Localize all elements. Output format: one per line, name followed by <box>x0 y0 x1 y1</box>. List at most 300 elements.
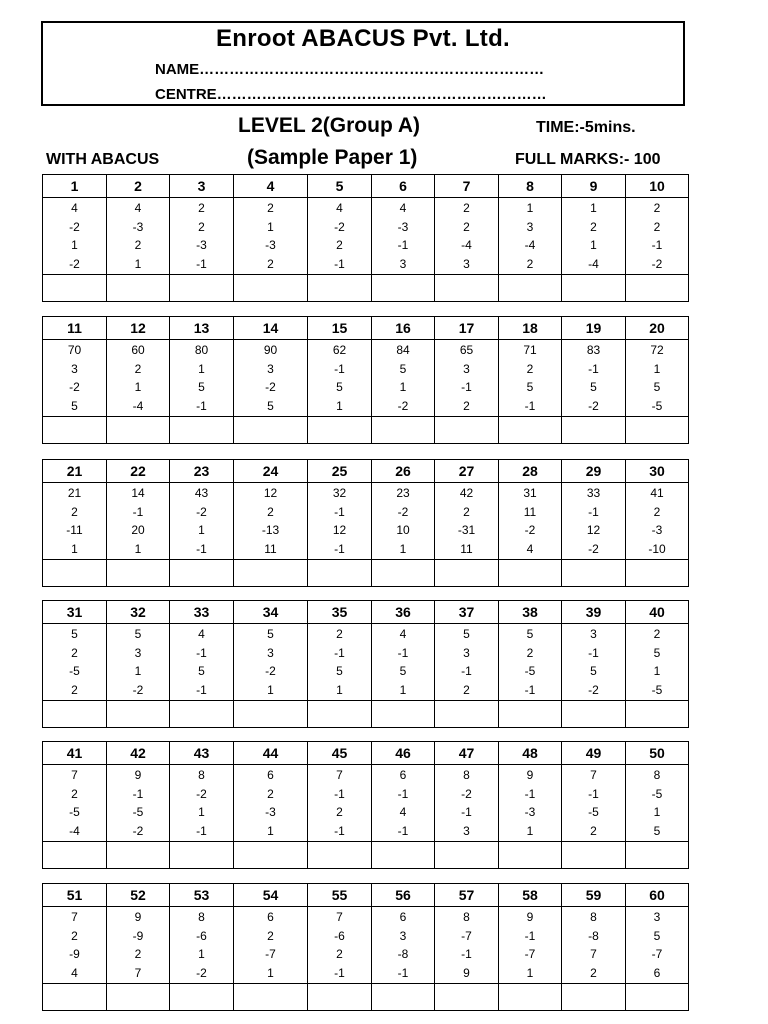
value-entry: 90 <box>263 343 278 357</box>
answer-box[interactable] <box>435 417 499 444</box>
question-number: 4 <box>234 175 308 198</box>
value-entry: 8 <box>590 910 597 924</box>
question-values <box>43 198 107 275</box>
question-values <box>435 907 499 984</box>
question-number: 18 <box>499 317 562 340</box>
answer-box[interactable] <box>170 560 234 587</box>
question-number: 5 <box>308 175 372 198</box>
value-entry: -2 <box>265 664 276 678</box>
question-number: 29 <box>562 460 626 483</box>
value-entry: -1 <box>524 786 536 801</box>
value-entry: -5 <box>651 682 663 697</box>
value-entry: 41 <box>650 486 664 500</box>
value-entry: -1 <box>334 645 345 660</box>
value-entry: 1 <box>399 380 407 394</box>
value-entry: -1 <box>196 682 207 697</box>
question-number: 50 <box>626 742 689 765</box>
value-entry: 6 <box>267 910 274 924</box>
question-number: 45 <box>308 742 372 765</box>
with-abacus-label: WITH ABACUS <box>46 151 160 168</box>
answer-box[interactable] <box>170 842 234 869</box>
answer-box[interactable] <box>308 275 372 302</box>
answer-box[interactable] <box>107 984 170 1011</box>
value-entry: 80 <box>194 343 209 357</box>
value-entry: 2 <box>526 361 534 376</box>
question-number: 48 <box>499 742 562 765</box>
value-entry: 2 <box>198 201 205 215</box>
question-values <box>626 624 689 701</box>
question-values <box>372 624 435 701</box>
value-entry: 5 <box>267 398 274 413</box>
value-entry: -9 <box>69 947 80 961</box>
answer-box[interactable] <box>234 417 308 444</box>
value-entry: 70 <box>67 343 82 357</box>
answer-box[interactable] <box>435 701 499 728</box>
value-entry: -7 <box>265 947 276 961</box>
value-entry: 2 <box>71 928 78 943</box>
answer-box[interactable] <box>626 560 689 587</box>
value-entry: 2 <box>463 201 470 215</box>
question-values <box>499 340 562 417</box>
value-entry: 7 <box>71 910 78 924</box>
value-entry: -2 <box>196 786 207 801</box>
question-number: 51 <box>43 884 107 907</box>
value-entry: 2 <box>336 238 343 252</box>
value-entry: -1 <box>132 786 144 801</box>
question-number: 28 <box>499 460 562 483</box>
value-entry: -13 <box>261 523 280 537</box>
value-entry: 9 <box>134 910 142 924</box>
answer-box[interactable] <box>170 701 234 728</box>
answer-box[interactable] <box>626 275 689 302</box>
value-entry: 6 <box>267 768 274 782</box>
question-values <box>372 340 435 417</box>
value-entry: 1 <box>526 823 534 838</box>
question-values <box>308 198 372 275</box>
answer-box[interactable] <box>372 417 435 444</box>
question-values <box>435 624 499 701</box>
answer-box[interactable] <box>372 842 435 869</box>
value-entry: 5 <box>653 928 661 943</box>
question-number: 46 <box>372 742 435 765</box>
answer-box[interactable] <box>435 560 499 587</box>
answer-box[interactable] <box>43 701 107 728</box>
value-entry: 83 <box>586 343 601 357</box>
question-table <box>42 459 689 587</box>
answer-box[interactable] <box>107 701 170 728</box>
answer-box[interactable] <box>372 984 435 1011</box>
value-entry: 1 <box>526 201 534 215</box>
value-entry: 4 <box>134 201 142 215</box>
value-entry: 7 <box>590 947 597 961</box>
value-entry: 2 <box>267 504 274 519</box>
answer-box[interactable] <box>170 275 234 302</box>
value-entry: -1 <box>334 256 345 271</box>
answer-box[interactable] <box>499 984 562 1011</box>
value-entry: 2 <box>267 928 274 943</box>
answer-box[interactable] <box>372 701 435 728</box>
value-entry: 23 <box>396 486 410 500</box>
question-values <box>107 765 170 842</box>
value-entry: -1 <box>524 682 536 697</box>
value-entry: 5 <box>590 380 597 394</box>
answer-box[interactable] <box>43 560 107 587</box>
value-entry: -5 <box>69 805 80 819</box>
question-number: 24 <box>234 460 308 483</box>
name-field: NAME…………………………………………………………… <box>155 61 545 78</box>
question-values <box>562 483 626 560</box>
question-values <box>499 624 562 701</box>
answer-box[interactable] <box>234 701 308 728</box>
value-entry: -1 <box>588 645 599 660</box>
question-number: 9 <box>562 175 626 198</box>
answer-box[interactable] <box>234 842 308 869</box>
value-entry: 1 <box>134 256 142 271</box>
value-entry: 2 <box>526 256 534 271</box>
answer-box[interactable] <box>43 417 107 444</box>
value-entry: 1 <box>198 361 205 376</box>
value-entry: 8 <box>198 910 205 924</box>
value-entry: -3 <box>397 219 409 234</box>
value-entry: 1 <box>336 398 343 413</box>
question-number: 23 <box>170 460 234 483</box>
answer-box[interactable] <box>308 560 372 587</box>
value-entry: 6 <box>653 965 661 980</box>
value-entry: -1 <box>397 786 409 801</box>
question-values <box>372 483 435 560</box>
value-entry: 2 <box>653 219 661 234</box>
value-entry: 10 <box>396 523 410 537</box>
value-entry: -7 <box>461 928 472 943</box>
answer-box[interactable] <box>435 984 499 1011</box>
question-number: 14 <box>234 317 308 340</box>
value-entry: 2 <box>71 786 78 801</box>
question-number: 27 <box>435 460 499 483</box>
value-entry: 6 <box>399 768 407 782</box>
question-number: 40 <box>626 601 689 624</box>
value-entry: -5 <box>69 664 80 678</box>
value-entry: 3 <box>71 361 78 376</box>
value-entry: 11 <box>264 541 277 556</box>
answer-box[interactable] <box>562 842 626 869</box>
value-entry: -1 <box>461 947 472 961</box>
value-entry: -1 <box>334 823 345 838</box>
value-entry: -2 <box>397 504 409 519</box>
question-values <box>372 907 435 984</box>
question-values <box>43 907 107 984</box>
value-entry: 4 <box>399 201 407 215</box>
question-values <box>107 907 170 984</box>
question-values <box>170 907 234 984</box>
value-entry: -1 <box>397 965 409 980</box>
answer-box[interactable] <box>562 701 626 728</box>
value-entry: 5 <box>526 380 534 394</box>
question-values <box>499 765 562 842</box>
value-entry: 5 <box>653 380 661 394</box>
value-entry: 8 <box>198 768 205 782</box>
value-entry: -2 <box>651 256 663 271</box>
value-entry: 1 <box>653 361 661 376</box>
level-title: LEVEL 2(Group A) <box>238 114 421 137</box>
value-entry: 1 <box>198 523 205 537</box>
value-entry: 3 <box>267 645 274 660</box>
value-entry: 12 <box>586 523 601 537</box>
question-number: 39 <box>562 601 626 624</box>
value-entry: 5 <box>71 398 78 413</box>
question-values <box>562 198 626 275</box>
answer-box[interactable] <box>499 842 562 869</box>
question-number: 30 <box>626 460 689 483</box>
question-number: 59 <box>562 884 626 907</box>
value-entry: 5 <box>198 380 205 394</box>
value-entry: 3 <box>526 219 534 234</box>
value-entry: 1 <box>653 664 661 678</box>
answer-box[interactable] <box>170 417 234 444</box>
value-entry: -1 <box>196 398 207 413</box>
question-values <box>308 624 372 701</box>
question-values <box>626 340 689 417</box>
value-entry: -1 <box>651 238 663 252</box>
question-number: 52 <box>107 884 170 907</box>
answer-box[interactable] <box>107 417 170 444</box>
value-entry: 1 <box>134 541 142 556</box>
value-entry: 3 <box>463 361 470 376</box>
value-entry: -1 <box>334 965 345 980</box>
question-number: 60 <box>626 884 689 907</box>
value-entry: 3 <box>590 627 597 641</box>
question-values <box>308 483 372 560</box>
answer-box[interactable] <box>499 560 562 587</box>
value-entry: -11 <box>66 523 83 537</box>
question-table <box>42 316 689 444</box>
question-values <box>234 340 308 417</box>
value-entry: 2 <box>526 645 534 660</box>
question-number: 11 <box>43 317 107 340</box>
answer-box[interactable] <box>308 417 372 444</box>
value-entry: 2 <box>336 627 343 641</box>
value-entry: 1 <box>590 238 597 252</box>
value-entry: 2 <box>267 256 274 271</box>
value-entry: 2 <box>653 627 661 641</box>
value-entry: 1 <box>526 965 534 980</box>
value-entry: -1 <box>196 645 207 660</box>
value-entry: 4 <box>198 627 205 641</box>
value-entry: 8 <box>463 910 470 924</box>
value-entry: -1 <box>588 786 599 801</box>
value-entry: 14 <box>131 486 145 500</box>
full-marks-label: FULL MARKS:- 100 <box>515 151 661 168</box>
header-box <box>41 21 685 106</box>
value-entry: 2 <box>653 504 661 519</box>
value-entry: 5 <box>399 664 407 678</box>
value-entry: -31 <box>457 523 476 537</box>
answer-box[interactable] <box>308 984 372 1011</box>
question-number: 42 <box>107 742 170 765</box>
question-values <box>234 198 308 275</box>
answer-box[interactable] <box>562 984 626 1011</box>
value-entry: 5 <box>463 627 470 641</box>
answer-box[interactable] <box>499 417 562 444</box>
value-entry: -2 <box>196 965 207 980</box>
value-entry: 33 <box>586 486 601 500</box>
value-entry: 3 <box>267 361 274 376</box>
answer-box[interactable] <box>562 417 626 444</box>
question-number: 43 <box>170 742 234 765</box>
value-entry: -4 <box>69 823 80 838</box>
question-values <box>435 483 499 560</box>
value-entry: 4 <box>526 541 534 556</box>
question-values <box>43 765 107 842</box>
value-entry: 8 <box>463 768 470 782</box>
question-values <box>372 765 435 842</box>
answer-box[interactable] <box>234 984 308 1011</box>
question-values <box>43 624 107 701</box>
value-entry: 7 <box>134 965 142 980</box>
value-entry: -5 <box>651 398 663 413</box>
value-entry: -7 <box>524 947 536 961</box>
value-entry: -2 <box>69 380 80 394</box>
value-entry: -1 <box>588 361 599 376</box>
question-number: 16 <box>372 317 435 340</box>
answer-box[interactable] <box>626 417 689 444</box>
answer-box[interactable] <box>372 560 435 587</box>
question-number: 15 <box>308 317 372 340</box>
value-entry: 21 <box>67 486 82 500</box>
question-number: 44 <box>234 742 308 765</box>
value-entry: -1 <box>334 361 345 376</box>
answer-box[interactable] <box>170 984 234 1011</box>
value-entry: 4 <box>71 201 78 215</box>
value-entry: -1 <box>334 786 345 801</box>
question-table <box>42 174 689 302</box>
question-number: 38 <box>499 601 562 624</box>
value-entry: -3 <box>196 238 207 252</box>
answer-box[interactable] <box>234 560 308 587</box>
answer-box[interactable] <box>562 560 626 587</box>
value-entry: 3 <box>463 823 470 838</box>
question-values <box>626 198 689 275</box>
value-entry: -4 <box>132 398 144 413</box>
answer-box[interactable] <box>43 275 107 302</box>
question-table <box>42 883 689 1011</box>
value-entry: -9 <box>132 928 144 943</box>
question-number: 8 <box>499 175 562 198</box>
value-entry: -1 <box>334 541 345 556</box>
value-entry: 4 <box>399 627 407 641</box>
value-entry: 65 <box>459 343 474 357</box>
value-entry: 5 <box>134 627 142 641</box>
question-values <box>435 765 499 842</box>
value-entry: 1 <box>71 238 78 252</box>
value-entry: -4 <box>588 256 599 271</box>
value-entry: -1 <box>524 928 536 943</box>
question-number: 20 <box>626 317 689 340</box>
answer-box[interactable] <box>107 842 170 869</box>
value-entry: 3 <box>463 256 470 271</box>
question-values <box>170 340 234 417</box>
value-entry: -2 <box>461 786 472 801</box>
question-values <box>170 765 234 842</box>
value-entry: -5 <box>651 786 663 801</box>
value-entry: -8 <box>588 928 599 943</box>
answer-box[interactable] <box>626 984 689 1011</box>
question-number: 21 <box>43 460 107 483</box>
question-number: 34 <box>234 601 308 624</box>
value-entry: 12 <box>332 523 347 537</box>
question-number: 36 <box>372 601 435 624</box>
value-entry: -1 <box>132 504 144 519</box>
question-values <box>626 483 689 560</box>
question-values <box>43 483 107 560</box>
value-entry: 4 <box>336 201 343 215</box>
answer-box[interactable] <box>308 842 372 869</box>
value-entry: -6 <box>196 928 207 943</box>
question-values <box>234 483 308 560</box>
answer-box[interactable] <box>308 701 372 728</box>
value-entry: -1 <box>397 645 409 660</box>
question-values <box>170 483 234 560</box>
question-values <box>626 765 689 842</box>
value-entry: 12 <box>263 486 278 500</box>
answer-box[interactable] <box>372 275 435 302</box>
answer-box[interactable] <box>43 842 107 869</box>
value-entry: 2 <box>267 201 274 215</box>
answer-box[interactable] <box>435 842 499 869</box>
answer-box[interactable] <box>435 275 499 302</box>
value-entry: -3 <box>132 219 144 234</box>
answer-box[interactable] <box>43 984 107 1011</box>
value-entry: 2 <box>653 201 661 215</box>
question-number: 54 <box>234 884 308 907</box>
value-entry: 7 <box>336 910 343 924</box>
answer-box[interactable] <box>107 560 170 587</box>
question-number: 26 <box>372 460 435 483</box>
question-values <box>562 765 626 842</box>
value-entry: 7 <box>590 768 597 782</box>
answer-box[interactable] <box>234 275 308 302</box>
value-entry: 1 <box>267 823 274 838</box>
value-entry: 1 <box>399 682 407 697</box>
value-entry: 72 <box>650 343 664 357</box>
value-entry: 4 <box>71 965 78 980</box>
answer-box[interactable] <box>499 275 562 302</box>
value-entry: 1 <box>336 682 343 697</box>
value-entry: -1 <box>461 664 472 678</box>
answer-box[interactable] <box>626 701 689 728</box>
answer-box[interactable] <box>562 275 626 302</box>
question-number: 25 <box>308 460 372 483</box>
question-number: 53 <box>170 884 234 907</box>
sample-paper-title: (Sample Paper 1) <box>247 146 418 169</box>
value-entry: 2 <box>463 398 470 413</box>
question-number: 57 <box>435 884 499 907</box>
question-values <box>107 198 170 275</box>
value-entry: -2 <box>132 823 144 838</box>
value-entry: 84 <box>396 343 410 357</box>
answer-box[interactable] <box>626 842 689 869</box>
question-values <box>234 765 308 842</box>
value-entry: -3 <box>265 238 276 252</box>
answer-box[interactable] <box>499 701 562 728</box>
question-number: 31 <box>43 601 107 624</box>
value-entry: -2 <box>132 682 144 697</box>
value-entry: 9 <box>463 965 470 980</box>
question-values <box>234 624 308 701</box>
answer-box[interactable] <box>107 275 170 302</box>
value-entry: 2 <box>71 645 78 660</box>
value-entry: 7 <box>336 768 343 782</box>
value-entry: -1 <box>397 238 409 252</box>
